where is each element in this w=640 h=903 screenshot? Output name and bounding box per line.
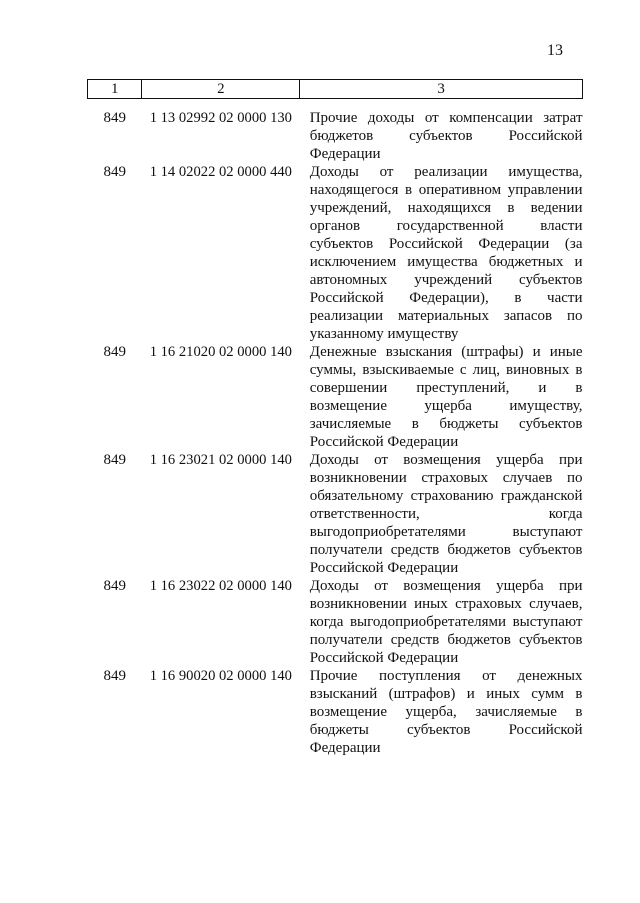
revenue-code-table	[87, 79, 583, 757]
table-row	[88, 343, 583, 451]
table-header	[88, 80, 583, 99]
revenue-code-cell: 1 16 23022 02 0000 140	[149, 578, 292, 594]
table-row	[88, 577, 583, 667]
table-row	[88, 667, 583, 757]
revenue-name-cell: Прочие поступления от денежных взысканий (штрафов) и иных сумм в возмещение ущерба, зачисляемые в бюджеты субъектов Российской Федерации	[309, 668, 583, 756]
header-col-3: 3	[300, 80, 583, 99]
revenue-name-cell: Прочие доходы от компенсации затрат бюджетов субъектов Российской Федерации	[309, 110, 583, 162]
revenue-code-cell: 1 16 23021 02 0000 140	[149, 452, 292, 468]
header-col-2: 2	[142, 80, 300, 99]
table-row	[88, 163, 583, 343]
revenue-name-cell: Доходы от возмещения ущерба при возникновении страховых случаев по обязательному страхованию гражданской ответственности, когда выгодоприобретателями выступают получатели средств бюджетов субъектов Российской Федерации	[309, 452, 583, 576]
revenue-code-cell: 1 16 90020 02 0000 140	[149, 668, 292, 684]
admin-code-cell: 849	[103, 668, 126, 684]
admin-code-cell: 849	[103, 578, 126, 594]
revenue-code-cell: 1 16 21020 02 0000 140	[149, 344, 292, 360]
page-number: 13	[547, 42, 563, 59]
admin-code-cell: 849	[103, 344, 126, 360]
admin-code-cell: 849	[103, 452, 126, 468]
table-row	[88, 99, 583, 164]
revenue-name-cell: Доходы от реализации имущества, находящегося в оперативном управлении учреждений, находящихся в ведении органов государственной власти субъектов Российской Федерации (за исключением имущества бюджетных и автономных учреждений субъектов Российской Федерации), в части реализации материальных запасов по указанному имуществу	[309, 164, 583, 342]
admin-code-cell: 849	[103, 110, 126, 126]
header-col-1: 1	[88, 80, 142, 99]
table-body	[88, 99, 583, 758]
header-row	[88, 80, 583, 99]
revenue-code-cell: 1 13 02992 02 0000 130	[149, 110, 292, 126]
revenue-code-cell: 1 14 02022 02 0000 440	[149, 164, 292, 180]
admin-code-cell: 849	[103, 164, 126, 180]
revenue-name-cell: Доходы от возмещения ущерба при возникновении иных страховых случаев, когда выгодоприобретателями выступают получатели средств бюджетов субъектов Российской Федерации	[309, 578, 583, 666]
revenue-name-cell: Денежные взыскания (штрафы) и иные суммы, взыскиваемые с лиц, виновных в совершении преступлений, и в возмещение ущерба имуществу, зачисляемые в бюджеты субъектов Российской Федерации	[309, 344, 583, 450]
table-row	[88, 451, 583, 577]
